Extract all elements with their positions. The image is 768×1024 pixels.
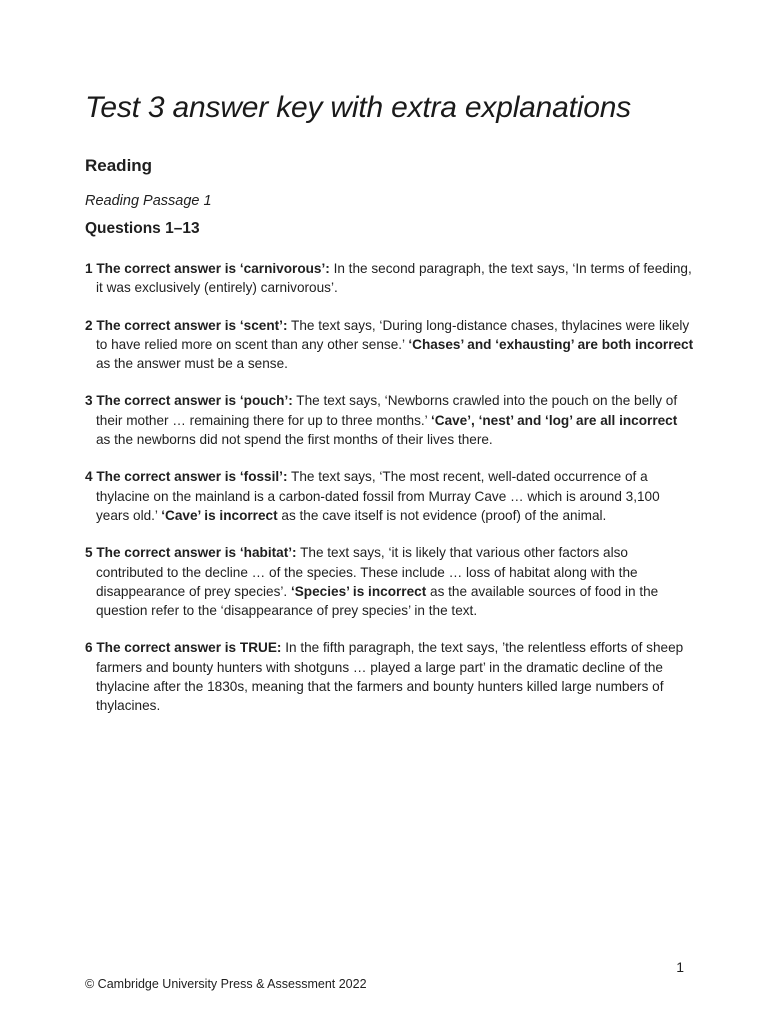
answer-number: 1: [85, 261, 93, 276]
passage-label: Reading Passage 1: [85, 193, 212, 209]
answer-explanation: In the second paragraph, the text says, ‘In terms of feeding, it was exclusively (entirely) carnivorous’.: [96, 261, 692, 296]
answer-item: [85, 316, 695, 374]
answer-number: 4: [85, 469, 93, 485]
answer-lead: The correct answer is ‘carnivorous’:: [96, 261, 330, 276]
copyright-footer: © Cambridge University Press & Assessment 2022: [85, 977, 367, 991]
answer-number: 6: [85, 640, 93, 656]
answer-explanation: The text says, ‘The most recent, well-dated occurrence of a thylacine on the mainland is a carbon-dated fossil from Murray Cave … which is around 3,100 years old.’: [96, 469, 660, 523]
questions-heading: Questions 1–13: [85, 220, 200, 237]
page-title: Test 3 answer key with extra explanations: [85, 91, 631, 124]
answer-number: 2: [85, 317, 93, 333]
answer-lead: The correct answer is ‘habitat’:: [96, 545, 297, 561]
answer-incorrect-note: ‘Chases’ and ‘exhausting’ are both incorrect: [408, 336, 694, 352]
answer-lead: The correct answer is TRUE:: [96, 640, 282, 656]
answer-item: [85, 259, 695, 298]
answer-explanation: The text says, ‘it is likely that various other factors also contributed to the decline … of the species. These include … loss of habitat along with the disappearance of prey species’.: [96, 545, 638, 599]
answer-explanation-end: as the newborns did not spend the first months of their lives there.: [96, 432, 493, 448]
answer-number: 3: [85, 393, 93, 409]
answer-explanation: The text says, ‘Newborns crawled into the pouch on the belly of their mother … remaining there for up to three months.’: [96, 393, 678, 428]
answer-list: [85, 259, 695, 734]
answer-incorrect-note: ‘Species’ is incorrect: [290, 583, 427, 599]
section-heading: Reading: [85, 156, 153, 175]
answer-lead: The correct answer is ‘scent’:: [96, 317, 288, 333]
answer-incorrect-note: ‘Cave’ is incorrect: [161, 507, 278, 523]
answer-lead: The correct answer is ‘fossil’:: [96, 469, 288, 485]
answer-incorrect-note: ‘Cave’, ‘nest’ and ‘log’ are all incorrect: [430, 412, 678, 428]
answer-explanation: The text says, ‘During long-distance chases, thylacines were likely to have relied more on scent than any other sense.’: [96, 317, 690, 352]
answer-explanation: In the fifth paragraph, the text says, ’the relentless efforts of sheep farmers and bounty hunters with shotguns … played a large part’ in the dramatic decline of the thylacine after the 1830s, meaning that the farmers and bounty hunters killed large numbers of thylacines.: [96, 640, 684, 714]
answer-item: [85, 391, 695, 449]
answer-explanation-end: as the available sources of food in the question refer to the ‘disappearance of prey species’ in the text.: [96, 583, 659, 619]
answer-number: 5: [85, 545, 93, 561]
answer-explanation-end: as the cave itself is not evidence (proof) of the animal.: [277, 507, 607, 523]
answer-explanation-end: as the answer must be a sense.: [96, 356, 288, 372]
answer-item: [85, 638, 695, 715]
answer-item: [85, 543, 695, 620]
answer-lead: The correct answer is ‘pouch’:: [96, 393, 293, 409]
answer-item: [85, 467, 695, 525]
page-number: 1: [676, 959, 684, 975]
